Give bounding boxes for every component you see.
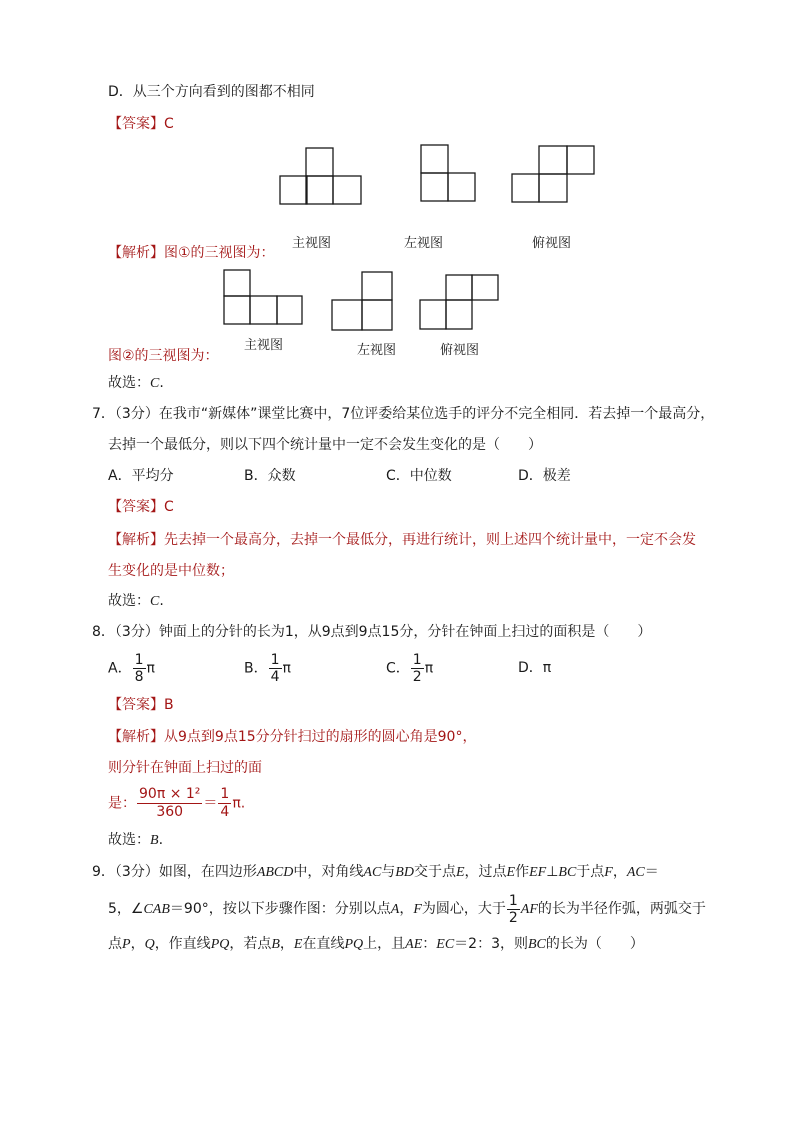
text: ， — [130, 936, 145, 952]
math: AC — [626, 865, 645, 880]
answer-tag: 【答案】 — [108, 499, 164, 515]
q7-stem-line1: 7．（3分）在我市“新媒体”课堂比赛中，7位评委给某位选手的评分不完全相同．若去掉一个最高分， — [92, 406, 715, 422]
fraction-den: 8 — [134, 669, 144, 685]
q6-option-d: D．从三个方向看到的图都不相同 — [108, 84, 315, 100]
fig2-caption-top: 俯视图 — [440, 343, 480, 358]
text: 上，且 — [363, 936, 406, 952]
fraction-den: 360 — [156, 804, 184, 820]
q9-stem-line3 — [108, 934, 644, 955]
text: ， — [612, 864, 627, 880]
option-suffix: π — [424, 660, 434, 677]
option-label: A． — [108, 660, 132, 677]
analysis-tag: 【解析】 — [108, 729, 164, 745]
q9-stem-line1 — [92, 862, 659, 883]
fig1-caption-front: 主视图 — [292, 236, 332, 251]
text: 交于点 — [413, 864, 456, 880]
analysis-text: 从9点到9点15分分针扫过的扇形的圆心角是90°， — [164, 729, 477, 745]
conclusion-suffix: . — [159, 593, 164, 609]
formula-eq: ＝ — [203, 795, 218, 812]
text: ＝ — [644, 864, 659, 880]
text: ， — [279, 936, 294, 952]
fraction-num: 1 — [412, 652, 422, 668]
q8-option-a — [108, 652, 155, 685]
text: 作 — [515, 864, 530, 880]
text: 为圆心，大于 — [421, 901, 506, 917]
conclusion-suffix: . — [158, 832, 164, 848]
math: BC — [558, 865, 577, 880]
q8-stem: 8．（3分）钟面上的分针的长为1，从9点到9点15分，分针在钟面上扫过的面积是（ ） — [92, 624, 652, 640]
q8-option-c — [386, 652, 433, 685]
math: B — [271, 937, 280, 952]
answer-tag: 【答案】 — [108, 697, 164, 713]
conclusion-value: B — [150, 833, 159, 848]
math: EF — [529, 865, 547, 880]
fraction-den: 2 — [508, 909, 518, 926]
q8-conclusion — [108, 830, 163, 851]
conclusion-prefix: 故选： — [108, 593, 150, 609]
analysis-tag: 【解析】 — [108, 532, 164, 548]
fraction — [411, 652, 424, 685]
fraction-num: 1 — [220, 786, 230, 802]
math: AF — [520, 902, 538, 917]
fig1-caption-top: 俯视图 — [532, 236, 572, 251]
fraction-den: 2 — [412, 669, 422, 685]
text: 于点 — [576, 864, 605, 880]
q8-formula — [108, 786, 245, 821]
fig1-intro: 图①的三视图为： — [164, 245, 275, 261]
text: ＝90°，按以下步骤作图：分别以点 — [169, 901, 391, 917]
math: F — [604, 865, 613, 880]
fraction — [507, 893, 520, 926]
math: E — [455, 865, 465, 880]
math: A — [390, 902, 400, 917]
text: 与 — [381, 864, 396, 880]
math: EC — [436, 937, 455, 952]
formula-prefix: 是： — [108, 795, 136, 812]
q9-stem-line2 — [108, 892, 706, 927]
math: PQ — [344, 937, 364, 952]
q7-stem-line2: 去掉一个最低分，则以下四个统计量中一定不会发生变化的是（ ） — [108, 437, 542, 453]
answer-value: C — [164, 499, 174, 515]
q8-analysis-line2: 则分针在钟面上扫过的面 — [108, 760, 262, 776]
q7-option-c: C．中位数 — [386, 468, 452, 484]
math: PQ — [210, 937, 230, 952]
text: 点 — [108, 936, 122, 952]
conclusion-value: C — [150, 376, 160, 391]
fraction-num: 90π × 1² — [139, 786, 201, 802]
option-label: B． — [244, 660, 268, 677]
text: 中，对角线 — [293, 864, 364, 880]
math: P — [122, 937, 131, 952]
conclusion-suffix: . — [159, 375, 164, 391]
q7-option-a: A．平均分 — [108, 468, 174, 484]
conclusion-prefix: 故选： — [108, 832, 150, 848]
answer-value: C — [164, 116, 174, 132]
text: 的长为（ ） — [545, 936, 644, 952]
result-fraction — [218, 786, 231, 821]
text: ，过点 — [464, 864, 507, 880]
text: ，若点 — [229, 936, 272, 952]
text: ： — [422, 936, 437, 952]
fraction-num: 1 — [270, 652, 280, 668]
option-suffix: π — [282, 660, 291, 677]
q7-option-b: B．众数 — [244, 468, 296, 484]
text: 的长为半径作弧，两弧交于 — [537, 901, 706, 917]
fraction — [133, 652, 146, 685]
q8-option-b — [244, 652, 291, 685]
text: ⊥ — [546, 864, 559, 880]
result-suffix: π. — [232, 795, 246, 812]
option-label: D． — [518, 660, 543, 676]
text: ＝2：3，则 — [454, 936, 528, 952]
math: BC — [527, 937, 546, 952]
q7-answer — [108, 497, 174, 517]
analysis-tag: 【解析】 — [108, 245, 164, 261]
text: 在直线 — [302, 936, 345, 952]
analysis-text: 先去掉一个最高分，去掉一个最低分，再进行统计，则上述四个统计量中，一定不会发 — [164, 532, 696, 548]
fig2-top-view — [0, 0, 794, 400]
fraction-den: 4 — [270, 669, 280, 685]
math: E — [506, 865, 516, 880]
fraction — [269, 652, 282, 685]
math: F — [413, 902, 422, 917]
math: BD — [395, 865, 414, 880]
q7-analysis-line1 — [108, 530, 696, 550]
option-label: C． — [386, 660, 410, 677]
fig1-caption-left: 左视图 — [404, 236, 444, 251]
q7-option-d: D．极差 — [518, 468, 571, 484]
text: 5，∠ — [108, 901, 144, 917]
fig2-intro: 图②的三视图为： — [108, 348, 219, 364]
text: 9．（3分）如图，在四边形 — [92, 864, 257, 880]
math: E — [293, 937, 303, 952]
fraction-num: 1 — [508, 892, 518, 909]
math: AE — [405, 937, 423, 952]
option-text: π — [542, 660, 552, 676]
math: ABCD — [256, 865, 294, 880]
math: Q — [144, 937, 155, 952]
q8-answer — [108, 695, 174, 715]
fig2-caption-left: 左视图 — [357, 343, 397, 358]
answer-value: B — [164, 697, 174, 713]
math: CAB — [143, 902, 170, 917]
answer-tag: 【答案】 — [108, 116, 164, 132]
option-suffix: π — [146, 660, 155, 677]
q8-analysis-line1 — [108, 727, 476, 747]
conclusion-prefix: 故选： — [108, 375, 150, 391]
math: AC — [363, 865, 382, 880]
fraction-den: 4 — [220, 804, 230, 820]
conclusion-value: C — [150, 594, 160, 609]
q7-conclusion — [108, 591, 164, 612]
q7-analysis-line2: 生变化的是中位数； — [108, 563, 234, 579]
text: ， — [399, 901, 414, 917]
q6-conclusion — [108, 373, 164, 394]
fraction-num: 1 — [134, 652, 144, 668]
fig2-caption-front: 主视图 — [244, 338, 284, 353]
text: ，作直线 — [154, 936, 211, 952]
q8-option-d — [518, 658, 551, 678]
formula-fraction — [137, 786, 202, 821]
